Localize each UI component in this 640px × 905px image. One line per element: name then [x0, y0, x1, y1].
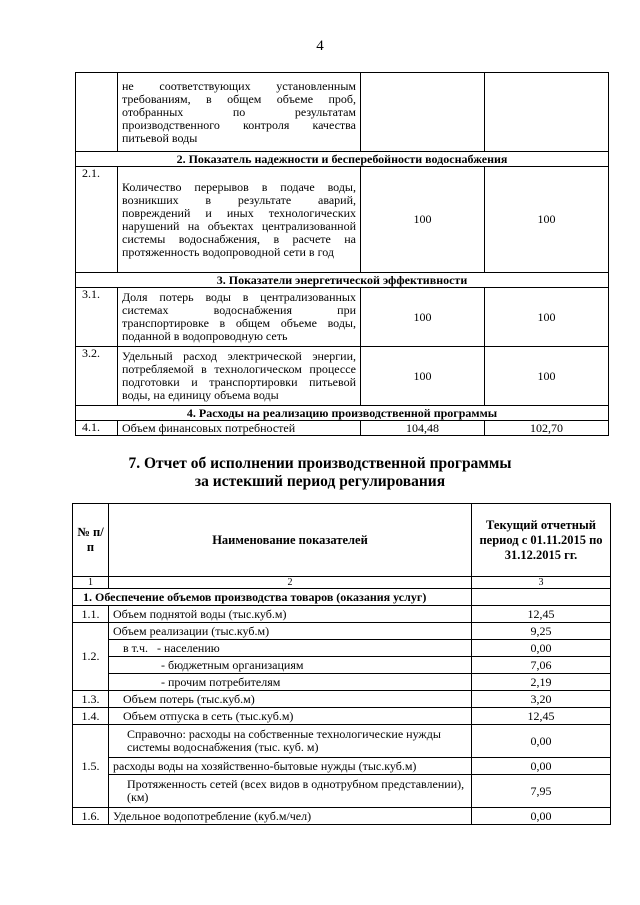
table-row — [73, 725, 611, 758]
indicator-value: 12,45 — [472, 708, 611, 725]
table-row — [73, 623, 611, 640]
indicator-label: в т.ч. - населению — [109, 640, 472, 657]
indicator-value: 2,19 — [472, 674, 611, 691]
indicator-value: 0,00 — [472, 640, 611, 657]
indicator-label: - прочим потребителям — [109, 674, 472, 691]
indicator-description: Удельный расход электрической энергии, потребляемой в технологическом процессе подготовки и транспортировки питьевой воды, на единицу объема воды — [118, 347, 361, 406]
section-1-title: 1. Обеспечение объемов производства товаров (оказания услуг) — [73, 589, 472, 606]
section-header-row — [76, 406, 609, 421]
indicator-label: расходы воды на хозяйственно-бытовые нужды (тыс.куб.м) — [109, 758, 472, 775]
plan-value: 100 — [361, 167, 485, 273]
indicators-table-continued — [75, 72, 609, 436]
row-number: 1.1. — [73, 606, 109, 623]
plan-value: 104,48 — [361, 421, 485, 436]
row-number: 4.1. — [76, 421, 118, 436]
actual-value: 100 — [485, 347, 609, 406]
header-reporting-period: Текущий отчетный период с 01.11.2015 по 31.12.2015 гг. — [472, 504, 611, 577]
section-4-title: 4. Расходы на реализацию производственной программы — [76, 406, 609, 421]
table-row — [73, 674, 611, 691]
section-7-title — [0, 455, 640, 491]
indicator-label: Удельное водопотребление (куб.м/чел) — [109, 808, 472, 825]
row-number: 1.2. — [73, 623, 109, 691]
indicator-value: 7,95 — [472, 775, 611, 808]
row-number: 2.1. — [76, 167, 118, 273]
indicator-label: Справочно: расходы на собственные технологические нужды системы водоснабжения (тыс. куб. м) — [109, 725, 472, 758]
actual-value: 102,70 — [485, 421, 609, 436]
row-number: 1.3. — [73, 691, 109, 708]
table-row — [76, 421, 609, 436]
indicator-description: Количество перерывов в подаче воды, возникших в результате аварий, повреждений и иных технологических нарушений на объектах централизованной системы водоснабжения, в расчете на протяженность водопроводной сети в год — [118, 167, 361, 273]
column-index: 3 — [472, 577, 611, 589]
row-number: 1.6. — [73, 808, 109, 825]
table-row — [73, 691, 611, 708]
section-header-row — [76, 152, 609, 167]
plan-value: 100 — [361, 347, 485, 406]
row-number: 1.5. — [73, 725, 109, 808]
indicator-label: Объем отпуска в сеть (тыс.куб.м) — [109, 708, 472, 725]
section-2-title: 2. Показатель надежности и бесперебойности водоснабжения — [76, 152, 609, 167]
indicator-description: не соответствующих установленным требованиям, в общем объеме проб, отобранных по результатам производственного контроля качества питьевой воды — [118, 73, 361, 152]
header-row — [73, 504, 611, 577]
table-row — [73, 758, 611, 775]
table-row — [76, 347, 609, 406]
value-cell — [361, 73, 485, 152]
plan-value: 100 — [361, 288, 485, 347]
indicator-value: 0,00 — [472, 758, 611, 775]
header-indicator-name: Наименование показателей — [109, 504, 472, 577]
table-row — [76, 288, 609, 347]
value-cell — [485, 73, 609, 152]
section-header-row — [73, 589, 611, 606]
indicator-label: Объем реализации (тыс.куб.м) — [109, 623, 472, 640]
indicator-description: Доля потерь воды в централизованных системах водоснабжения при транспортировке в общем объеме воды, поданной в водопроводную сеть — [118, 288, 361, 347]
indicator-value: 12,45 — [472, 606, 611, 623]
table-row — [73, 708, 611, 725]
indicator-description: Объем финансовых потребностей — [118, 421, 361, 436]
row-number: 1.4. — [73, 708, 109, 725]
section-header-row — [76, 273, 609, 288]
indicator-label: Объем поднятой воды (тыс.куб.м) — [109, 606, 472, 623]
header-number: № п/п — [73, 504, 109, 577]
section-3-title: 3. Показатели энергетической эффективности — [76, 273, 609, 288]
indicator-value: 7,06 — [472, 657, 611, 674]
page-number: 4 — [316, 38, 324, 54]
indicator-value: 3,20 — [472, 691, 611, 708]
row-number: 3.1. — [76, 288, 118, 347]
indicator-label: Протяженность сетей (всех видов в однотрубном представлении), (км) — [109, 775, 472, 808]
row-number: 3.2. — [76, 347, 118, 406]
section-7-title-line-1: 7. Отчет об исполнении производственной программы — [128, 455, 512, 472]
column-index-row — [73, 577, 611, 589]
indicator-label: - бюджетным организациям — [109, 657, 472, 674]
actual-value: 100 — [485, 167, 609, 273]
indicator-value: 0,00 — [472, 808, 611, 825]
empty-cell — [472, 589, 611, 606]
indicator-label: Объем потерь (тыс.куб.м) — [109, 691, 472, 708]
table-row — [73, 640, 611, 657]
table-row — [73, 808, 611, 825]
table-row — [73, 606, 611, 623]
table-row — [76, 167, 609, 273]
row-number-cell — [76, 73, 118, 152]
production-program-report-table — [72, 503, 611, 825]
table-row — [76, 73, 609, 152]
actual-value: 100 — [485, 288, 609, 347]
column-index: 2 — [109, 577, 472, 589]
indicator-value: 9,25 — [472, 623, 611, 640]
indicator-value: 0,00 — [472, 725, 611, 758]
table-row — [73, 775, 611, 808]
column-index: 1 — [73, 577, 109, 589]
table-row — [73, 657, 611, 674]
section-7-title-line-2: за истекший период регулирования — [194, 473, 446, 490]
